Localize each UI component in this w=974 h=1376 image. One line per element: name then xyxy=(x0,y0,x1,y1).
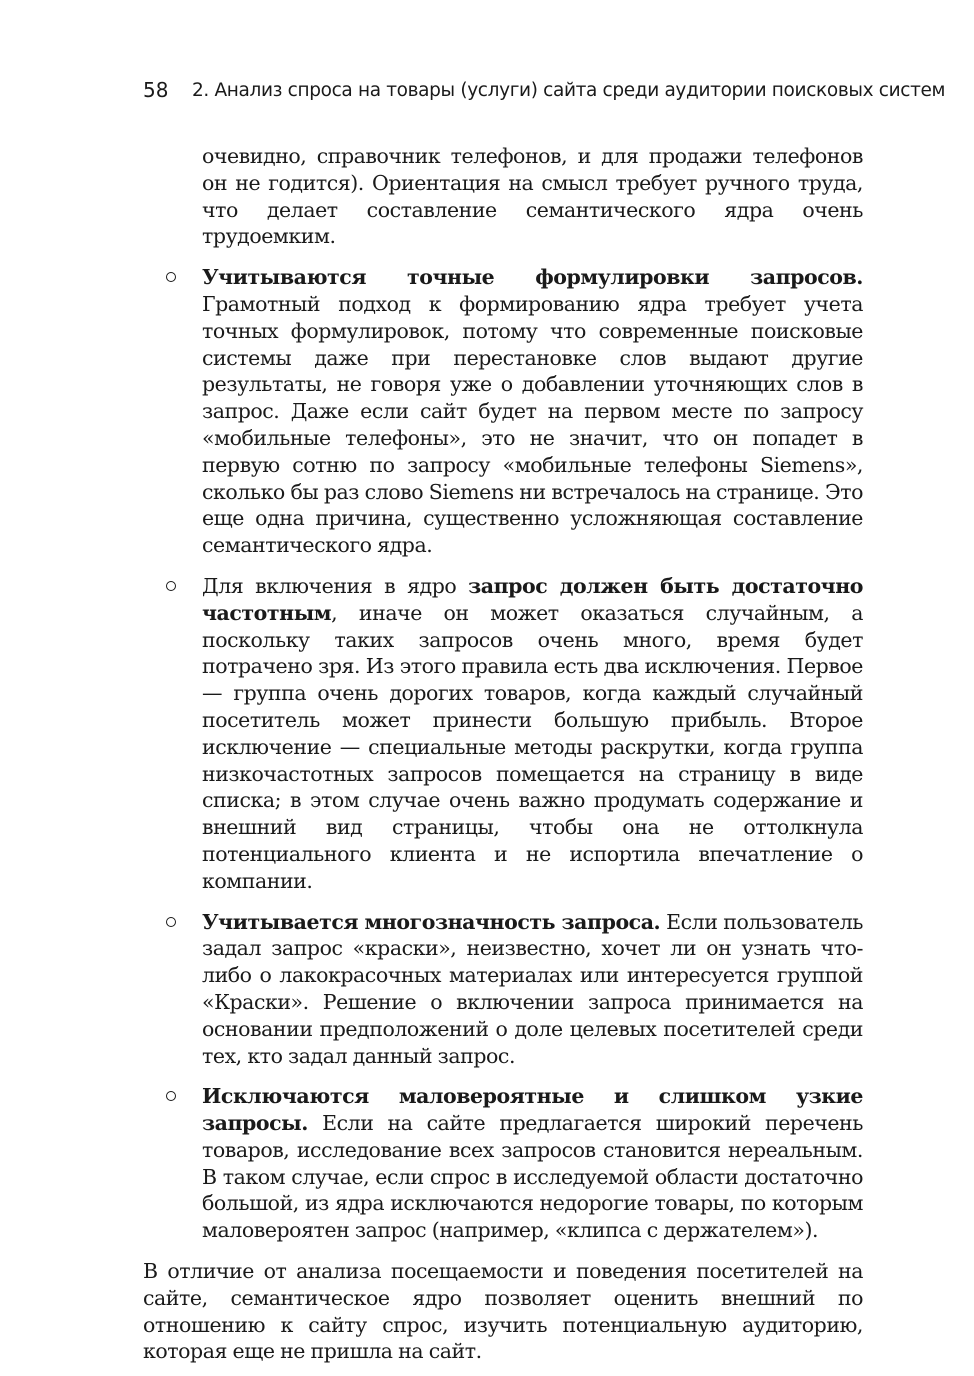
body-text xyxy=(143,143,863,1365)
bullet-body-text: Если пользователь задал запрос «краски», неизвестно, хочет ли он узнать что-либо о лакокрасочных материалах или интересуется группой «Краски». Решение о включении запроса принимается на основании предположений о доле целевых посетителей среди тех, кто задал данный запрос. xyxy=(202,909,863,1068)
bullet-body-text: Грамотный подход к формированию ядра требует учета точных формулировок, потому что современные поисковые системы даже при перестановке слов выдают другие результаты, не говоря уже о добавлении уточняющих слов в запрос. Даже если сайт будет на первом месте по запросу «мобильные телефоны», это не значит, что он попадет в первую сотню по запросу «мобильные телефоны Siemens», сколько бы раз слово Siemens ни встречалось на странице. Это еще одна причина, существенно усложняющая составление семантического ядра. xyxy=(202,291,863,558)
bullet-circle-icon xyxy=(166,1091,176,1101)
bullet-bold-text: Учитываются точные формулировки запросов. xyxy=(202,265,863,290)
bullet-item xyxy=(143,573,863,895)
bullet-item xyxy=(143,1083,863,1244)
bullet-bold-text: Исключаются маловероятные и слишком узкие запросы. xyxy=(202,1084,863,1136)
running-title: 2. Анализ спроса на товары (услуги) сайта среди аудитории поисковых систем xyxy=(192,80,946,101)
continuation-paragraph: очевидно, справочник телефонов, и для продажи телефонов он не годится). Ориентация на смысл требует ручного труда, что делает составление семантического ядра очень трудоемким. xyxy=(202,144,863,249)
closing-paragraph: В отличие от анализа посещаемости и поведения посетителей на сайте, семантическое ядро позволяет оценить внешний по отношению к сайту спрос, изучить потенциальную аудиторию, которая еще не пришла на сайт. xyxy=(143,1259,863,1364)
bullet-bold-text: запрос должен быть достаточно частотным xyxy=(202,573,864,625)
page-number: 58 xyxy=(143,78,169,102)
bullet-circle-icon xyxy=(166,917,176,927)
bullet-bold-text: Учитывается многозначность запроса. xyxy=(202,909,661,934)
bullet-circle-icon xyxy=(166,581,176,591)
page-header xyxy=(143,78,946,108)
bullet-lead-text: Для включения в ядро xyxy=(202,573,469,598)
bullet-circle-icon xyxy=(166,272,176,282)
bullet-item xyxy=(143,264,863,559)
bullet-list xyxy=(143,264,863,1244)
bullet-body-text: Если на сайте предлагается широкий перечень товаров, исследование всех запросов становится нереальным. В таком случае, если спрос в исследуемой области достаточно большой, из ядра исключаются недорогие товары, по которым маловероятен запрос (например, «клипса с держателем»). xyxy=(202,1111,863,1243)
bullet-body-text: , иначе он может оказаться случайным, а поскольку таких запросов очень много, время будет потрачено зря. Из этого правила есть два исключения. Первое — группа очень дорогих товаров, когда каждый случайный посетитель может принести большую прибыль. Второе исключение — специальные методы раскрутки, когда группа низкочастотных запросов помещается на страницу в виде списка; в этом случае очень важно продумать содержание и внешний вид страницы, чтобы она не оттолкнула потенциального клиента и не испортила впечатление о компании. xyxy=(202,600,863,893)
bullet-item xyxy=(143,909,863,1070)
